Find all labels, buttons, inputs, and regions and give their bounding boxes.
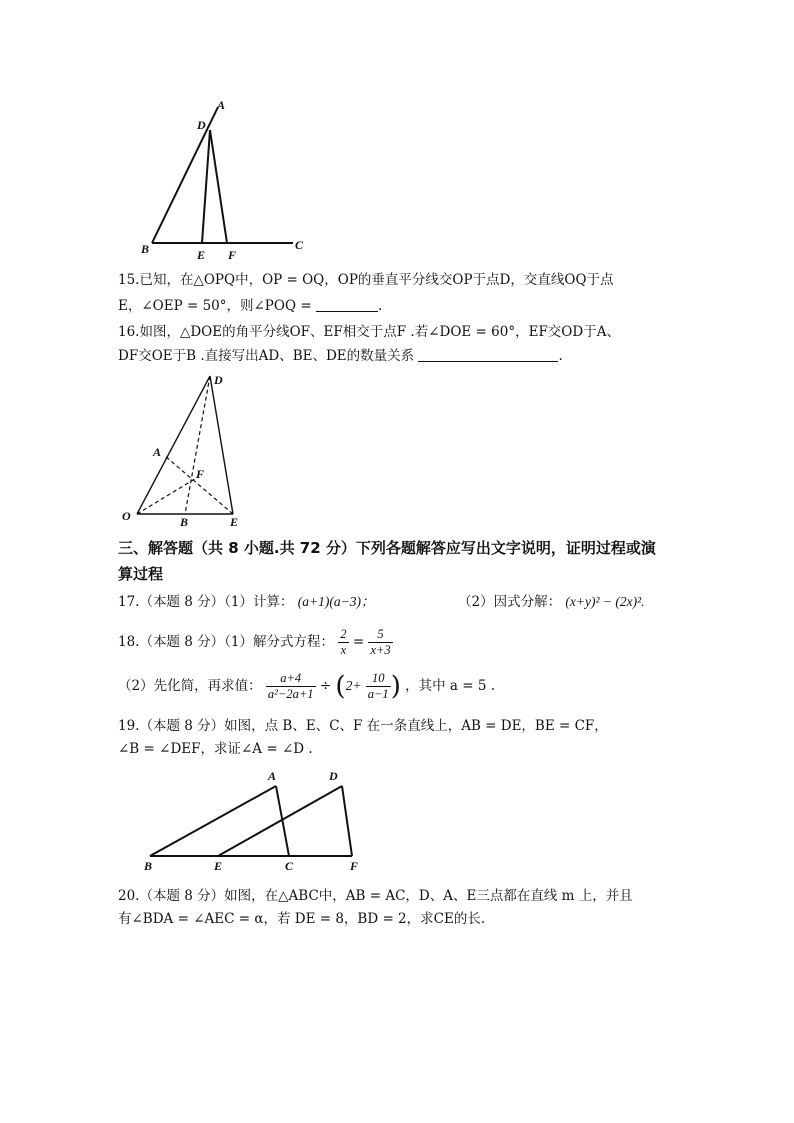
q16-line1	[118, 322, 620, 342]
q16-line2: DF交OE于B .直接写出AD、BE、DE的数量关系 .	[118, 348, 563, 364]
label-c: C	[285, 859, 294, 873]
segment-de	[202, 130, 210, 243]
label-a: A	[268, 769, 277, 783]
segment-ed	[218, 786, 342, 856]
segment-ba	[152, 107, 218, 243]
q16-text-2: DF交OE于B .直接写出AD、BE、DE的数量关系	[118, 348, 415, 364]
segment-db	[185, 376, 210, 514]
label-o: O	[122, 509, 131, 523]
label-d: D	[197, 118, 206, 132]
q16-answer-blank[interactable]	[418, 347, 558, 362]
label-b: B	[180, 515, 189, 529]
section-3-heading	[118, 535, 656, 587]
segment-de	[210, 376, 233, 514]
q20-line1	[118, 886, 633, 906]
label-e: E	[214, 859, 223, 873]
q17-part2-label: （2）因式分解：	[458, 594, 562, 610]
q17-label: 17.（本题 8 分）（1）计算：	[118, 594, 294, 610]
label-b: B	[141, 242, 150, 256]
label-f: F	[228, 248, 237, 262]
label-d: D	[214, 373, 223, 387]
q18-part2-label: （2）先化简，再求值：	[118, 678, 262, 694]
q18-line1: 18.（本题 8 分）（1）解分式方程： $\frac{2}{x}$ = $\frac{5}{x+3}$	[118, 627, 391, 657]
q20-text-1: 20.（本题 8 分）如图，在△ABC中，AB = AC，D、A、E三点都在直线 m 上，并且	[118, 888, 633, 904]
q19-line2	[118, 739, 313, 759]
label-a: A	[217, 98, 226, 112]
q18-fraction-1: $\frac{2}{x}$	[340, 627, 347, 657]
figure-2-triangle	[118, 368, 258, 530]
q20-text-2: 有∠BDA = ∠AEC = α，若 DE = 8，BD = 2，求CE的长.	[118, 911, 486, 927]
q15-line1	[118, 270, 614, 290]
q15-text-2: E，∠OEP = 50°，则∠POQ =	[118, 298, 312, 314]
label-f: F	[196, 467, 205, 481]
label-c: C	[295, 238, 304, 252]
figure-1-triangle	[135, 95, 315, 265]
segment-df	[210, 130, 227, 243]
segment-ea	[165, 456, 233, 514]
figure-3-triangles	[140, 764, 370, 878]
q18-fraction-3: $\frac{a+4}{\text{a²−2a+1}}$	[267, 671, 314, 701]
q15-text-1: 15.已知，在△OPQ中，OP = OQ，OP的垂直平分线交OP于点D，交直线OQ于点	[118, 272, 614, 288]
q15-answer-blank[interactable]	[316, 297, 378, 312]
q20-line2	[118, 909, 485, 929]
section-3-line2: 算过程	[118, 565, 164, 583]
q17-part2	[458, 592, 645, 612]
q18-fraction-2: $\frac{5}{x+3}$	[370, 627, 391, 657]
q19-text-2: ∠B = ∠DEF，求证∠A = ∠D .	[118, 741, 313, 757]
q18-label: 18.（本题 8 分）（1）解分式方程：	[118, 634, 334, 650]
q18-tail: ，其中 a = 5 .	[405, 678, 496, 694]
label-e: E	[197, 248, 206, 262]
segment-od	[137, 376, 210, 514]
q15-line2: E，∠OEP = 50°，则∠POQ = .	[118, 298, 383, 314]
label-e: E	[230, 515, 239, 529]
q19-text-1: 19.（本题 8 分）如图，点 B、E、C、F 在一条直线上，AB = DE，BE = CF，	[118, 718, 608, 734]
q17-line	[118, 592, 374, 612]
q16-text-1: 16.如图，△DOE的角平分线OF、EF相交于点F .若∠DOE = 60°，EF交OD于A、	[118, 324, 620, 340]
q18-fraction-4: $\frac{10}{a-1}$	[367, 671, 389, 701]
label-a: A	[153, 445, 162, 459]
q17-expr2: (x+y)² − (2x)².	[565, 594, 645, 609]
label-f: F	[350, 859, 359, 873]
label-b: B	[144, 859, 153, 873]
label-d: D	[329, 769, 338, 783]
section-3-line1: 三、解答题（共 8 小题.共 72 分）下列各题解答应写出文字说明，证明过程或演	[118, 539, 656, 557]
q19-line1	[118, 716, 608, 736]
q17-expr1: (a+1)(a−3)；	[297, 594, 375, 609]
segment-ba	[150, 786, 276, 856]
segment-ac	[276, 786, 289, 856]
segment-df	[342, 786, 352, 856]
q18-line2: （2）先化简，再求值： $\frac{a+4}{\text{a²−2a+1}}$ ÷ (2+ $\frac{10}{a-1}$ ) ，其中 a = 5 .	[118, 671, 496, 702]
